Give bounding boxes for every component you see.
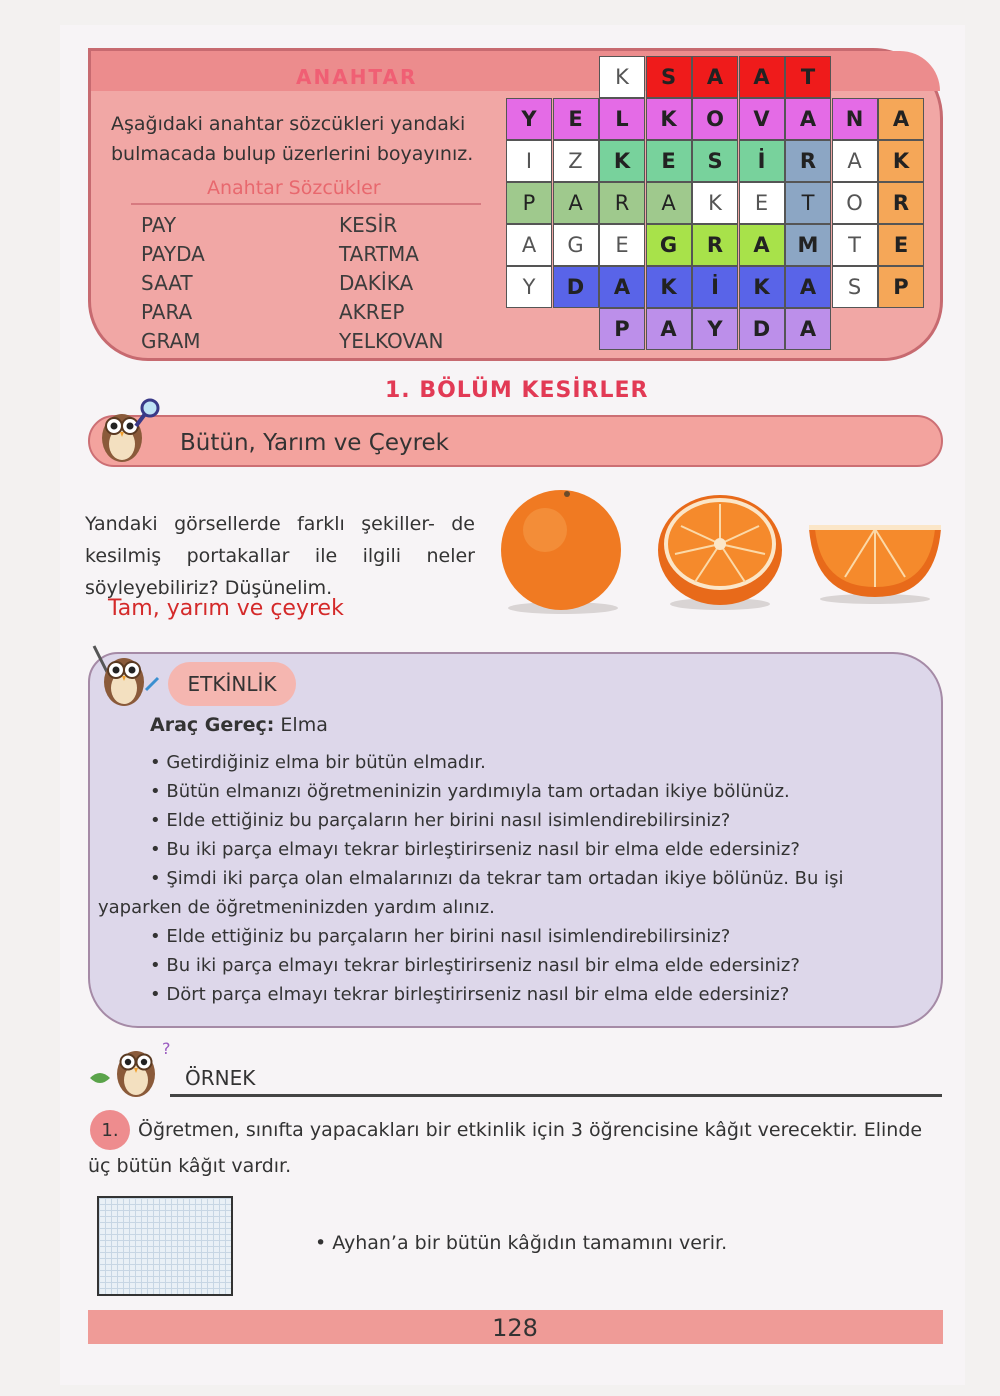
keyword: GRAM [141,329,201,353]
puzzle-cell: G [553,224,599,266]
keyword: KESİR [339,213,398,237]
puzzle-cell: P [878,266,924,308]
puzzle-cell: O [832,182,878,224]
puzzle-cell: A [646,308,692,350]
instruction-text: Aşağıdaki anahtar sözcükleri yandaki bulmacada bulup üzerlerini boyayınız. [111,113,474,165]
owl-magnifier-icon [92,396,164,468]
activity-label: ETKİNLİK [168,662,296,706]
puzzle-cell: İ [692,266,738,308]
puzzle-cell: K [599,56,645,98]
puzzle-cell: E [599,224,645,266]
puzzle-cell: K [878,140,924,182]
keywords-underline [131,203,481,205]
puzzle-cell: Y [506,266,552,308]
activity-line: • Bu iki parça elmayı tekrar birleştirirseniz nasıl bir elma elde edersiniz? [150,955,800,976]
keywords-right-column [339,211,443,356]
puzzle-cell: K [646,98,692,140]
puzzle-cell: A [553,182,599,224]
svg-text:?: ? [162,1039,171,1058]
puzzle-cell: P [599,308,645,350]
puzzle-cell: A [878,98,924,140]
owl-question-icon [88,1038,180,1100]
activity-line: yaparken de öğretmeninizden yardım alınız. [98,897,495,918]
puzzle-cell: A [646,182,692,224]
puzzle-cell: A [599,266,645,308]
activity-line: • Elde ettiğiniz bu parçaların her birini nasıl isimlendirebilirsiniz? [150,810,731,831]
puzzle-cell: Y [506,98,552,140]
puzzle-cell: R [692,224,738,266]
keyword: TARTMA [339,242,419,266]
puzzle-cell: S [692,140,738,182]
puzzle-cell: E [553,98,599,140]
keywords-title: Anahtar Sözcükler [207,177,381,199]
tools-label: Araç Gereç: [150,714,275,736]
puzzle-cell: R [599,182,645,224]
puzzle-cell: A [785,308,831,350]
tools-value: Elma [280,714,328,736]
puzzle-cell: S [832,266,878,308]
puzzle-cell: E [739,182,785,224]
puzzle-cell: R [878,182,924,224]
puzzle-cell: T [785,182,831,224]
puzzle-cell: K [692,182,738,224]
puzzle-cell: D [553,266,599,308]
puzzle-cell: A [832,140,878,182]
puzzle-cell: O [692,98,738,140]
activity-line: • Şimdi iki parça olan elmalarınızı da tekrar tam ortadan ikiye bölünüz. Bu işi [150,868,844,889]
intro-paragraph: Yandaki görsellerde farklı şekiller- de kesilmiş portakallar ile ilgili neler söyleyebiliriz? Düşünelim. [85,513,475,599]
activity-line: • Dört parça elmayı tekrar birleştirirseniz nasıl bir elma elde edersiniz? [150,984,790,1005]
puzzle-cell: A [739,224,785,266]
example-label: ÖRNEK [185,1066,256,1090]
keyword: PAYDA [141,242,205,266]
panel-decoration: ANAHTAR [296,65,418,89]
puzzle-cell: R [785,140,831,182]
quarter-orange-image [805,515,945,605]
keywords-left-column [141,211,205,356]
keyword: SAAT [141,271,193,295]
puzzle-cell: V [739,98,785,140]
keyword: AKREP [339,300,405,324]
puzzle-cell: İ [739,140,785,182]
puzzle-cell: D [739,308,785,350]
puzzle-cell: T [785,56,831,98]
puzzle-cell: A [785,98,831,140]
activity-line: • Elde ettiğiniz bu parçaların her birini nasıl isimlendirebilirsiniz? [150,926,731,947]
activity-line: • Bütün elmanızı öğretmeninizin yardımıyla tam ortadan ikiye bölünüz. [150,781,790,802]
puzzle-cell: K [599,140,645,182]
puzzle-cell: K [646,266,692,308]
puzzle-cell: S [646,56,692,98]
half-orange-image [655,492,785,612]
puzzle-cell: A [739,56,785,98]
puzzle-cell: Z [553,140,599,182]
puzzle-cell: L [599,98,645,140]
whole-paper-grid-image [97,1196,233,1296]
puzzle-cell: A [785,266,831,308]
example-number-badge: 1. [90,1110,130,1150]
chapter-title: 1. BÖLÜM KESİRLER [385,378,649,403]
owl-pencil-icon [88,642,164,710]
puzzle-cell: K [739,266,785,308]
puzzle-cell: A [692,56,738,98]
puzzle-cell: I [506,140,552,182]
example-divider [170,1094,942,1097]
keyword: DAKİKA [339,271,414,295]
page-number: 128 [492,1314,538,1342]
puzzle-cell: M [785,224,831,266]
puzzle-cell: E [878,224,924,266]
puzzle-cell: Y [692,308,738,350]
puzzle-cell: T [832,224,878,266]
section-title: Bütün, Yarım ve Çeyrek [180,430,450,456]
puzzle-cell: E [646,140,692,182]
activity-line: • Bu iki parça elmayı tekrar birleştirirseniz nasıl bir elma elde edersiniz? [150,839,800,860]
keyword: PAY [141,213,177,237]
example-text: Öğretmen, sınıfta yapacakları bir etkinlik için 3 öğrencisine kâğıt verecektir. Elinde üç bütün kâğıt vardır. [88,1119,923,1177]
activity-line: • Getirdiğiniz elma bir bütün elmadır. [150,752,486,773]
whole-orange-image [495,486,630,616]
keyword: YELKOVAN [339,329,444,353]
keyword: PARA [141,300,193,324]
example-bullet: • Ayhan’a bir bütün kâğıdın tamamını verir. [315,1232,728,1254]
activity-tools [150,714,328,736]
puzzle-cell: P [506,182,552,224]
puzzle-cell: A [506,224,552,266]
handwritten-answer: Tam, yarım ve çeyrek [108,596,344,621]
puzzle-cell: G [646,224,692,266]
puzzle-cell: N [832,98,878,140]
